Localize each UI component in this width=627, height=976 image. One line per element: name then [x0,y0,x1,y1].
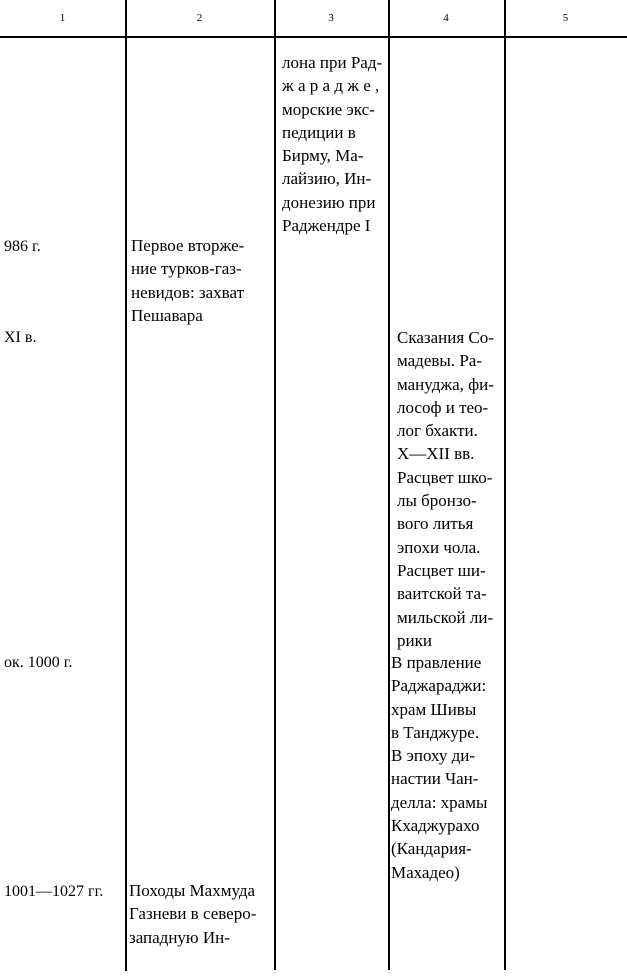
column-header-2: 2 [196,12,203,24]
row-2-date: XI в. [4,329,37,346]
row-3-col4-text: В правление Раджараджи: храм Шивы в Танджуре. В эпоху ди- настии Чан- делла: храмы Кхаджурахо (Кандария- Махадео) [391,653,488,882]
column-header-5: 5 [562,12,569,24]
header-rule [0,36,627,38]
column-divider-3 [388,0,390,970]
row-3-date: ок. 1000 г. [4,654,73,671]
row-4-col2-text: Походы Махмуда Газневи в северо- западную Ин- [129,881,257,947]
row-2-col4-text: Сказания Со- мадевы. Ра- мануджа, фи- лософ и тео- лог бхакти. X—XII вв. Расцвет шко- лы бронзо- вого литья эпохи чола. Расцвет ши- ваитской та- мильской ли- рики [397,328,494,650]
column-header-3: 3 [328,12,334,24]
row-1-col2-text: Первое вторже- ние турков-газ- невидов: захват Пешавара [131,236,245,325]
column-divider-2 [274,0,276,970]
column-header-1: 1 [59,12,66,24]
row-1-date: 986 г. [4,238,41,255]
column-header-4: 4 [443,12,449,24]
column-divider-4 [504,0,506,970]
row-0-col3-text: лона при Рад- ж а р а д ж е , морские экс- педиции в Бирму, Ма- лайзию, Ин- донезию при Раджендре I [282,53,383,236]
row-4-date: 1001—1027 гг. [4,883,104,900]
column-divider-1-body [125,36,127,971]
